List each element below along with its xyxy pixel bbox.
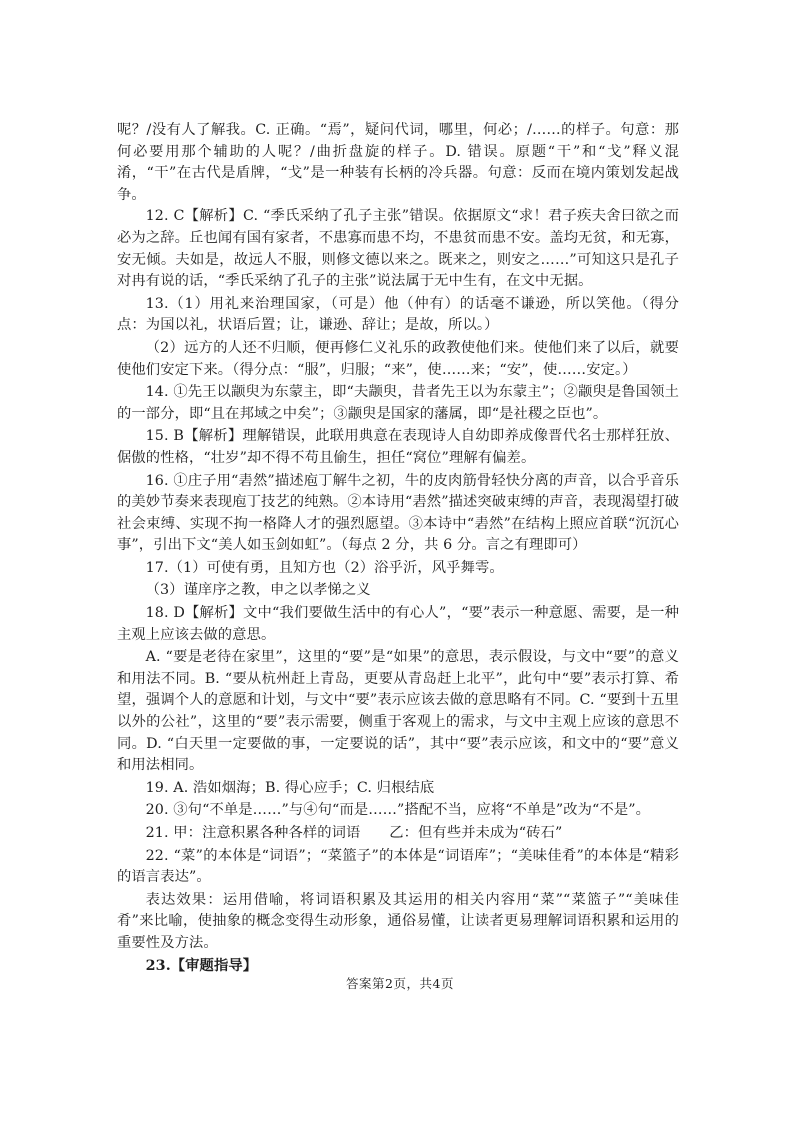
paragraph-answer-19: 19. A. 浩如烟海；B. 得心应手；C. 归根结底: [145, 779, 435, 796]
paragraph-11-continuation: 呢？/没有人了解我。C. 正确。“焉”，疑问代词，哪里，何必；/……的样子。句意：那何必要用那个辅助的人呢？/曲折盘旋的样子。D. 错误。原题“干”和“戈”释义混淆，“干”在古代是盾牌，“戈”是一种装有长柄的冷兵器。句意：反而在境内策划发起战争。: [117, 122, 679, 203]
paragraph-answer-21: 21. 甲：注意积累各种各样的词语 乙：但有些并未成为“砖石”: [145, 825, 563, 841]
paragraph-answer-17-1-2: 17.（1）可使有勇，且知方也（2）浴乎沂，风乎舞雩。: [145, 559, 504, 576]
paragraph-answer-22-effect: 表达效果：运用借喻，将词语积累及其运用的相关内容用“菜”“菜篮子”“美味佳肴”来比喻，使抽象的概念变得生动形象，通俗易懂，让读者更易理解词语积累和运用的重要性及方法。: [117, 891, 679, 951]
page-footer: 答案第2页，共4页: [346, 976, 454, 991]
paragraph-answer-22: 22. “菜”的本体是“词语”；“菜篮子”的本体是“词语库”；“美味佳肴”的本体是“精彩的语言表达”。: [117, 847, 679, 886]
paragraph-answer-13-1: 13.（1）用礼来治理国家，（可是）他（仲有）的话毫不谦逊，所以笑他。（得分点：为国以礼，状语后置；让，谦逊、辞让；是故，所以。）: [117, 295, 679, 334]
paragraph-answer-15: 15. B【解析】理解错误，此联用典意在表现诗人自幼即养成像晋代名士那样狂放、倨傲的性格，“壮岁”却不得不苟且偷生，担任“窝位”理解有偏差。: [117, 428, 679, 466]
paragraph-answer-14: 14. ①先王以颛臾为东蒙主，即“夫颛臾，昔者先王以为东蒙主”；②颛臾是鲁国领土的一部分，即“且在邦域之中矣”；③颛臾是国家的藩属，即“是社稷之臣也”。: [117, 384, 679, 422]
answer-sheet-page: [117, 120, 679, 977]
paragraph-answer-13-2: （2）远方的人还不归顺，便再修仁义礼乐的政教使他们来。使他们来了以后，就要使他们安定下来。（得分点：“服”，归服；“来”，使……来；“安”，使……安定。）: [117, 339, 679, 378]
paragraph-answer-17-3: （3）谨庠序之教，申之以孝悌之义: [145, 582, 371, 599]
paragraph-answer-16: 16. ①庄子用“砉然”描述庖丁解牛之初，牛的皮肉筋骨轻快分离的声音，以合乎音乐的美妙节奏来表现庖丁技艺的纯熟。②本诗用“砉然”描述突破束缚的声音，表现渴望打破社会束缚、实现不拘一格降人才的强烈愿望。③本诗中“砉然”在结构上照应首联“沉沉心事”，引出下文“美人如玉剑如虹”。（每点 2 分，共 6 分。言之有理即可）: [117, 472, 679, 554]
paragraph-answer-20: 20. ③句“不单是……”与④句“而是……”搭配不当，应将“不单是”改为“不是”。: [145, 802, 651, 819]
paragraph-answer-18: 18. D【解析】文中“我们要做生活中的有心人”，“要”表示一种意愿、需要，是一种主观上应该去做的意思。: [117, 605, 679, 643]
paragraph-answer-12: 12. C【解析】C. “季氏采纳了孔子主张”错误。依据原文“求！君子疾夫舍曰欲之而必为之辞。丘也闻有国有家者，不患寡而患不均，不患贫而患不安。盖均无贫，和无寡，安无倾。夫如是，故远人不服，则修文德以来之。既来之，则安之……”可知这只是孔子对冉有说的话，“季氏采纳了孔子的主张”说法属于无中生有，在文中无据。: [117, 208, 679, 290]
paragraph-answer-23-heading: 23.【审题指导】: [145, 957, 258, 974]
paragraph-answer-18-options: A. “要是老待在家里”，这里的“要”是“如果”的意思，表示假设，与文中“要”的意义和用法不同。B. “要从杭州赶上青岛，更要从青岛赶上北平”，此句中“要”表示打算、希望，强调个人的意愿和计划，与文中“要”表示应该去做的意思略有不同。C. “要到十五里以外的公社”，这里的“要”表示需要，侧重于客观上的需求，与文中主观上应该的意思不同。D. “白天里一定要做的事，一定要说的话”，其中“要”表示应该，和文中的“要”意义和用法相同。: [117, 649, 679, 774]
